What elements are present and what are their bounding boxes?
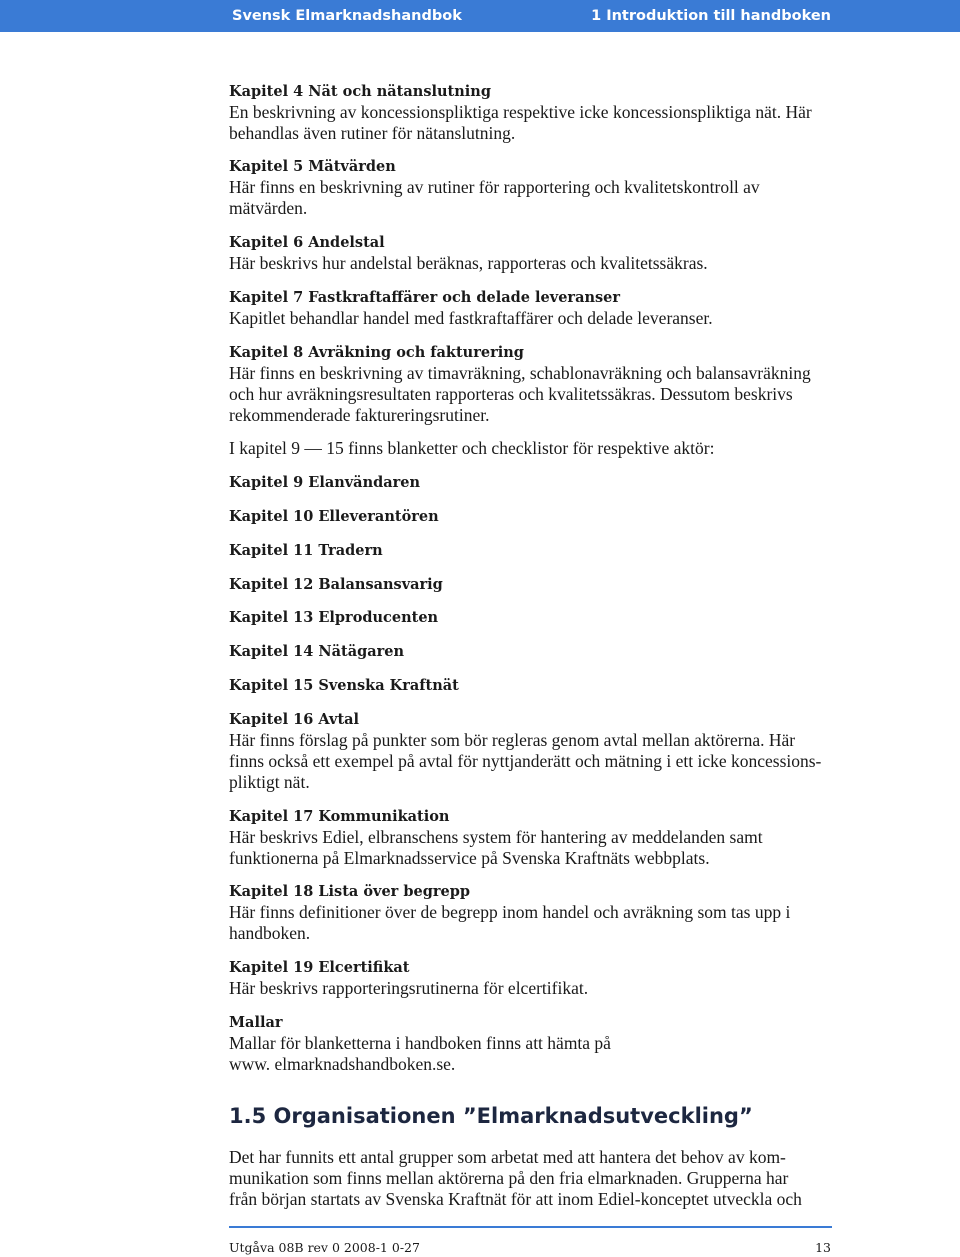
- section-body-line: från början startats av Svenska Kraftnät för att inom Ediel-konceptet utveckla och: [229, 1188, 802, 1209]
- templates-entry: [229, 1012, 879, 1075]
- templates-heading: Mallar: [229, 1014, 283, 1032]
- chapter-heading: Kapitel 8 Avräkning och fakturering: [229, 343, 524, 361]
- handbook-title: Svensk Elmarknadshandbok: [232, 8, 462, 24]
- chapter-title: 1 Introduktion till handboken: [591, 8, 831, 24]
- page-header: [0, 0, 960, 32]
- chapter-description-line: Här beskrivs hur andelstal beräknas, rapporteras och kvalitetssäkras.: [229, 253, 708, 274]
- chapter-description-line: Här finns en beskrivning av rutiner för rapportering och kvalitetskontroll av: [229, 177, 760, 198]
- website-address: www. elmarknadshandboken.se.: [229, 1054, 456, 1075]
- chapter-description-line: pliktigt nät.: [229, 771, 310, 792]
- chapter-heading: Kapitel 4 Nät och nätanslutning: [229, 82, 491, 100]
- form-chapter-heading: Kapitel 12 Balansansvarig: [229, 575, 443, 593]
- edition-label: Utgåva 08B rev 0 2008-1 0-27: [229, 1240, 420, 1255]
- chapter-description-line: rekommenderade faktureringsrutiner.: [229, 404, 490, 425]
- page-number: 13: [815, 1240, 831, 1255]
- chapter-heading: Kapitel 16 Avtal: [229, 710, 360, 728]
- chapter-description-line: och hur avräkningsresultaten rapporteras och kvalitetssäkras. Dessutom beskrivs: [229, 383, 793, 404]
- chapter-entry: [229, 881, 879, 944]
- chapter-heading: Kapitel 17 Kommunikation: [229, 807, 450, 825]
- footer-divider: [229, 1226, 832, 1228]
- chapter-entry: [229, 709, 879, 793]
- chapter-description-line: handboken.: [229, 923, 311, 944]
- chapter-description-line: funktionerna på Elmarknadsservice på Svenska Kraftnäts webbplats.: [229, 847, 710, 868]
- chapter-overview: [229, 81, 879, 1088]
- chapter-entry: [229, 342, 879, 426]
- chapter-description-line: behandlas även rutiner för nätanslutning.: [229, 122, 516, 143]
- chapter-description-line: mätvärden.: [229, 198, 308, 219]
- form-chapter-heading: Kapitel 13 Elproducenten: [229, 609, 439, 627]
- chapter-description-line: Kapitlet behandlar handel med fastkraftaffärer och delade leveranser.: [229, 307, 713, 328]
- form-chapter-heading: Kapitel 9 Elanvändaren: [229, 474, 421, 492]
- section-body-line: Det har funnits ett antal grupper som arbetat med att hantera det behov av kom-: [229, 1146, 786, 1167]
- section-body-line: munikation som finns mellan aktörerna på den fria elmarknaden. Grupperna har: [229, 1167, 789, 1188]
- chapter-entry: [229, 287, 879, 329]
- chapter-entry: [229, 156, 879, 219]
- forms-intro-paragraph: I kapitel 9 — 15 finns blanketter och checklistor för respektive aktör:: [229, 438, 715, 459]
- chapter-description-line: Här finns en beskrivning av timavräkning, schablonavräkning och balansavräkning: [229, 362, 811, 383]
- chapter-description-line: Här finns förslag på punkter som bör regleras genom avtal mellan aktörerna. Här: [229, 729, 796, 750]
- chapter-entry: [229, 806, 879, 869]
- section-organisation: [229, 1102, 879, 1210]
- chapter-entry: [229, 81, 879, 144]
- chapter-description-line: Här beskrivs rapporteringsrutinerna för elcertifikat.: [229, 978, 589, 999]
- chapter-entry: [229, 232, 879, 274]
- section-heading: 1.5 Organisationen ”Elmarknadsutveckling”: [229, 1104, 753, 1128]
- chapter-heading: Kapitel 5 Mätvärden: [229, 158, 396, 176]
- form-chapter-heading: Kapitel 14 Nätägaren: [229, 643, 405, 661]
- chapter-heading: Kapitel 19 Elcertifikat: [229, 959, 410, 977]
- templates-description-line: Mallar för blanketterna i handboken finns att hämta på: [229, 1033, 611, 1054]
- chapter-entry: [229, 957, 879, 999]
- chapter-description-line: En beskrivning av koncessionspliktiga respektive icke koncessionspliktiga nät. Här: [229, 101, 812, 122]
- chapter-description-line: Här finns definitioner över de begrepp inom handel och avräkning som tas upp i: [229, 902, 791, 923]
- chapter-heading: Kapitel 6 Andelstal: [229, 234, 385, 252]
- chapter-heading: Kapitel 7 Fastkraftaffärer och delade leveranser: [229, 288, 621, 306]
- form-chapter-heading: Kapitel 11 Tradern: [229, 541, 383, 559]
- form-chapter-heading: Kapitel 15 Svenska Kraftnät: [229, 677, 459, 695]
- form-chapter-heading: Kapitel 10 Elleverantören: [229, 508, 439, 526]
- chapter-description-line: Här beskrivs Ediel, elbranschens system för hantering av meddelanden samt: [229, 826, 763, 847]
- chapter-heading: Kapitel 18 Lista över begrepp: [229, 883, 471, 901]
- chapter-description-line: finns också ett exempel på avtal för nyttjanderätt och mätning i ett icke koncessions-: [229, 750, 822, 771]
